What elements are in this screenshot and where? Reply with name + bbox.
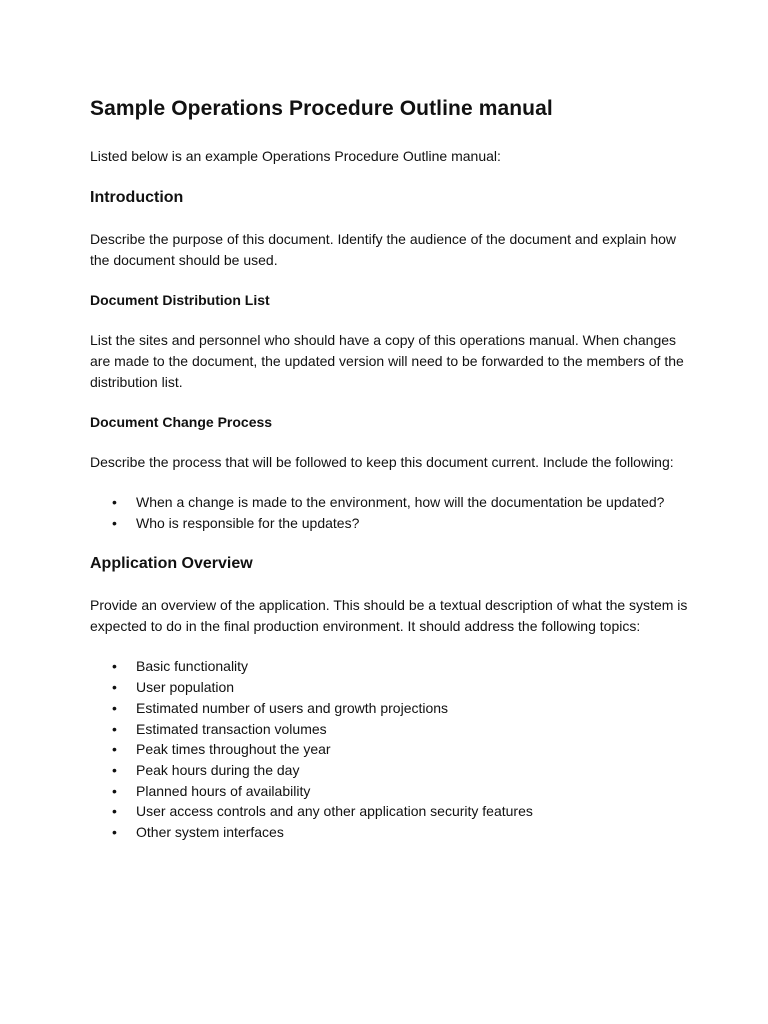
list-item-text: User population bbox=[136, 679, 235, 696]
bullet-icon: • bbox=[112, 720, 117, 737]
document-title: Sample Operations Procedure Outline manual bbox=[90, 97, 553, 120]
bullet-icon: • bbox=[112, 514, 117, 531]
list-item bbox=[90, 801, 690, 822]
list-item-text: Peak hours during the day bbox=[136, 761, 300, 778]
introduction-body: Describe the purpose of this document. Identify the audience of the document and explain how the document should be used. bbox=[90, 231, 677, 268]
change-process-list bbox=[90, 492, 690, 533]
list-item bbox=[90, 739, 690, 760]
bullet-icon: • bbox=[112, 741, 117, 758]
list-item bbox=[90, 513, 690, 534]
intro-text: Listed below is an example Operations Procedure Outline manual: bbox=[90, 148, 501, 164]
application-overview-body: Provide an overview of the application. This should be a textual description of what the system is expected to do in the final production environment. It should address the following topics: bbox=[90, 597, 688, 635]
bullet-icon: • bbox=[112, 699, 117, 716]
change-process-body: Describe the process that will be followed to keep this document current. Include the following: bbox=[90, 454, 674, 470]
list-item-text: Planned hours of availability bbox=[136, 782, 311, 799]
distribution-body: List the sites and personnel who should have a copy of this operations manual. When changes are made to the document, the updated version will need to be forwarded to the members of the distribution list. bbox=[90, 332, 684, 390]
document-page bbox=[90, 94, 690, 863]
list-item bbox=[90, 698, 690, 719]
list-item-text: Estimated number of users and growth projections bbox=[136, 699, 449, 716]
bullet-icon: • bbox=[112, 679, 117, 696]
bullet-icon: • bbox=[112, 658, 117, 675]
introduction-heading: Introduction bbox=[90, 189, 184, 206]
application-overview-heading: Application Overview bbox=[90, 555, 253, 573]
application-overview-list bbox=[90, 656, 690, 842]
bullet-icon: • bbox=[112, 761, 117, 778]
change-process-heading: Document Change Process bbox=[90, 414, 273, 430]
list-item bbox=[90, 781, 690, 802]
bullet-icon: • bbox=[112, 824, 117, 841]
list-item bbox=[90, 822, 690, 843]
list-item bbox=[90, 656, 690, 677]
bullet-icon: • bbox=[112, 803, 117, 820]
list-item bbox=[90, 760, 690, 781]
list-item bbox=[90, 492, 690, 513]
list-item-text: Peak times throughout the year bbox=[136, 741, 331, 758]
list-item-text: Basic functionality bbox=[136, 658, 249, 675]
list-item bbox=[90, 719, 690, 740]
list-item-text: Estimated transaction volumes bbox=[136, 720, 327, 737]
list-item-text: User access controls and any other application security features bbox=[136, 803, 533, 820]
list-item-text: Other system interfaces bbox=[136, 824, 284, 841]
bullet-icon: • bbox=[112, 782, 117, 799]
list-item bbox=[90, 677, 690, 698]
list-item-text: Who is responsible for the updates? bbox=[136, 514, 360, 531]
list-item-text: When a change is made to the environment, how will the documentation be updated? bbox=[136, 494, 665, 510]
distribution-heading: Document Distribution List bbox=[90, 292, 270, 308]
bullet-icon: • bbox=[112, 494, 117, 510]
